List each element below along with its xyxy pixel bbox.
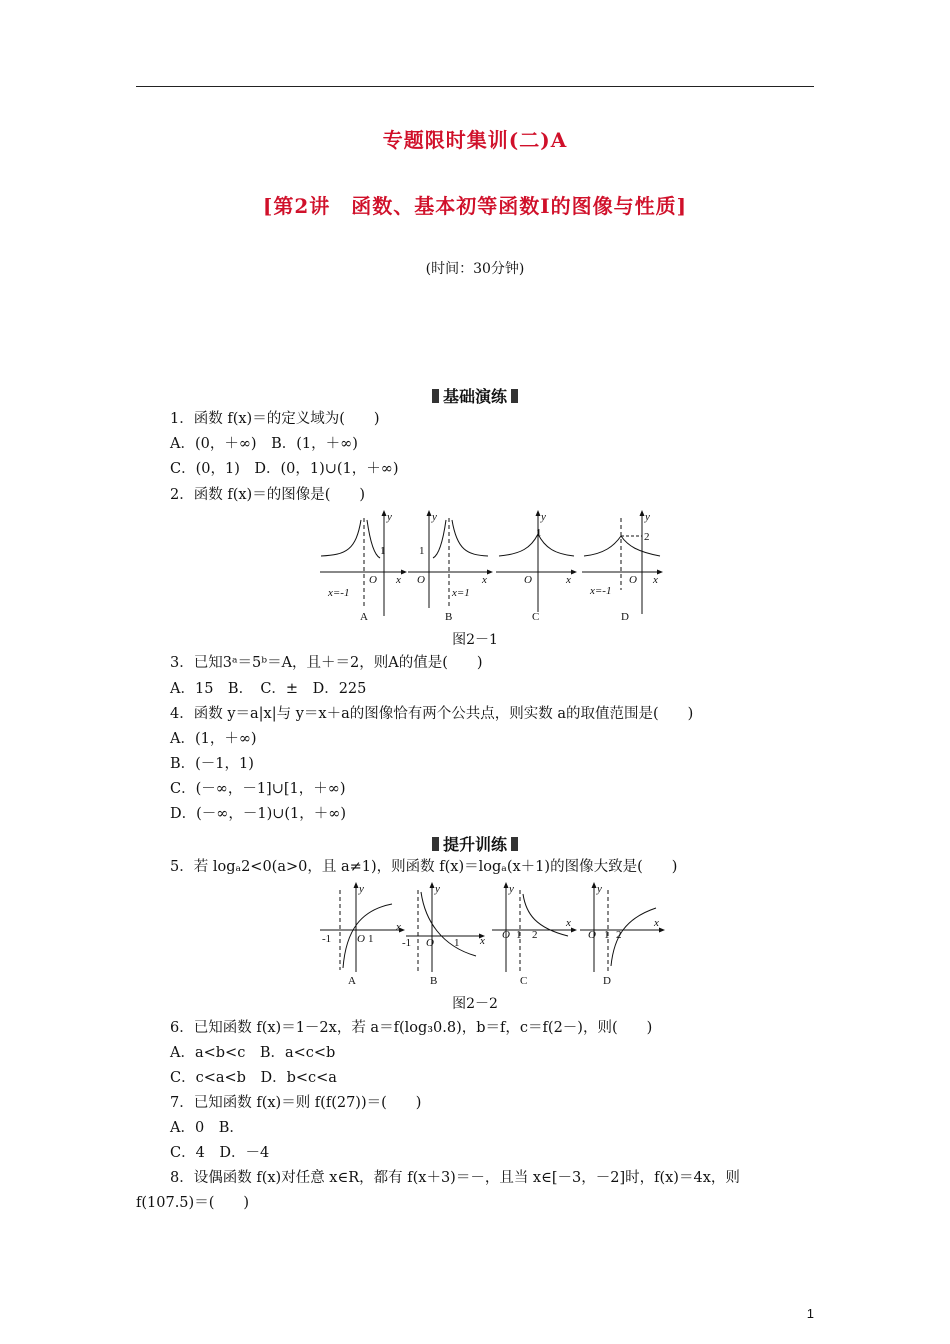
section-marker-icon [511,837,518,851]
question-7-options-ab: A．0 B． [170,1120,244,1136]
lesson-subtitle: [第2讲 函数、基本初等函数Ⅰ的图像与性质] [262,194,688,218]
question-7: 7．已知函数 f(x)＝则 f(f(27))＝( ) [170,1095,422,1111]
fig2-a-y-label: y [359,883,364,895]
fig1-d-origin: O [629,574,637,586]
page-title: 专题限时集训(二)A [382,128,568,152]
question-4-option-c: C．(－∞，－1]∪[1，＋∞) [170,781,346,797]
fig2-a-x-label: x [396,921,401,933]
fig2-b-neg1: -1 [402,937,412,949]
question-6: 6．已知函数 f(x)＝1－2x，若 a＝f(log₃0.8)，b＝f，c＝f(2－)，则( ) [170,1020,653,1036]
fig2-d-y-label: y [597,883,602,895]
fig1-b-x-label: x [482,574,487,586]
question-7-options-cd: C．4 D．－4 [170,1145,270,1161]
fig2-c-label: C [520,975,528,987]
fig2-c-y-label: y [509,883,514,895]
figure-2-1 [316,508,668,628]
fig1-b-asymptote: x=1 [452,587,470,599]
question-1: 1．函数 f(x)＝的定义域为( ) [170,411,380,427]
section-marker-icon [511,389,518,403]
question-1-options-cd: C．(0，1) D．(0，1)∪(1，＋∞) [170,461,399,477]
fig1-a-x-label: x [396,574,401,586]
question-3-options: A．15 B． C．± D．225 [170,681,367,697]
fig1-a-asymptote: x=-1 [328,587,350,599]
question-4-option-d: D．(－∞，－1)∪(1，＋∞) [170,806,347,822]
question-6-options-ab: A．a<b<c B．a<c<b [170,1045,336,1061]
figure-2-2-caption: 图2－2 [452,996,498,1012]
fig1-d-y-label: y [645,511,650,523]
fig1-a-y-label: y [387,511,392,523]
fig2-b-y-label: y [435,883,440,895]
fig2-d-origin: O [588,929,596,941]
question-5: 5．若 logₐ2<0(a>0，且 a≠1)，则函数 f(x)＝logₐ(x＋1)的图像大致是( ) [170,859,678,875]
fig2-c-origin: O [502,929,510,941]
fig2-d-label: D [603,975,611,987]
fig1-b-y-label: y [432,511,437,523]
section-marker-icon [432,837,439,851]
question-4-option-a: A．(1，＋∞) [170,731,257,747]
fig2-c-one: 1 [516,929,522,941]
question-8-continued: f(107.5)＝( ) [136,1195,250,1211]
fig1-b-label: B [445,611,453,623]
fig1-c-one: 1 [536,527,542,539]
figure-2-2 [316,880,668,992]
fig1-d-label: D [621,611,629,623]
fig2-a-label: A [348,975,356,987]
fig2-d-one: 1 [604,929,610,941]
section-advanced [0,832,950,855]
header-rule [136,86,814,87]
fig2-a-neg1: -1 [322,933,332,945]
page-number: 1 [806,1306,814,1321]
fig1-c-label: C [532,611,540,623]
time-limit: (时间：30分钟) [425,261,525,277]
question-4-option-b: B．(－1，1) [170,756,254,772]
section-basic [0,384,950,407]
fig2-b-one: 1 [454,937,460,949]
fig1-b-one: 1 [419,545,425,557]
fig1-d-asymptote: x=-1 [590,585,612,597]
fig1-c-x-label: x [566,574,571,586]
fig2-c-two: 2 [532,929,538,941]
fig1-d-two: 2 [644,531,650,543]
section-advanced-label: 提升训练 [442,835,507,854]
fig2-a-origin: O [357,933,365,945]
section-basic-label: 基础演练 [442,387,507,406]
question-6-options-cd: C．c<a<b D．b<c<a [170,1070,337,1086]
fig2-b-x-label: x [480,935,485,947]
fig2-c-x-label: x [566,917,571,929]
fig2-b-origin: O [426,937,434,949]
fig1-a-label: A [360,611,368,623]
fig1-d-x-label: x [653,574,658,586]
fig2-a-one: 1 [368,933,374,945]
question-3: 3．已知3ᵃ＝5ᵇ＝A，且＋＝2，则A的值是( ) [170,655,483,671]
fig1-a-one: 1 [380,545,386,557]
question-1-options-ab: A．(0，＋∞) B．(1，＋∞) [170,436,358,452]
fig1-c-y-label: y [541,511,546,523]
fig1-c-origin: O [524,574,532,586]
figure-2-1-caption: 图2－1 [452,632,498,648]
fig1-a-origin: O [369,574,377,586]
section-marker-icon [432,389,439,403]
fig1-b-origin: O [417,574,425,586]
question-8: 8．设偶函数 f(x)对任意 x∈R，都有 f(x＋3)＝－，且当 x∈[－3，－2]时，f(x)＝4x，则 [170,1170,740,1186]
question-2: 2．函数 f(x)＝的图像是( ) [170,487,366,503]
question-4: 4．函数 y＝a|x|与 y＝x＋a的图像恰有两个公共点，则实数 a的取值范围是( ) [170,706,694,722]
fig2-d-two: 2 [616,929,622,941]
fig2-b-label: B [430,975,438,987]
fig2-d-x-label: x [654,917,659,929]
